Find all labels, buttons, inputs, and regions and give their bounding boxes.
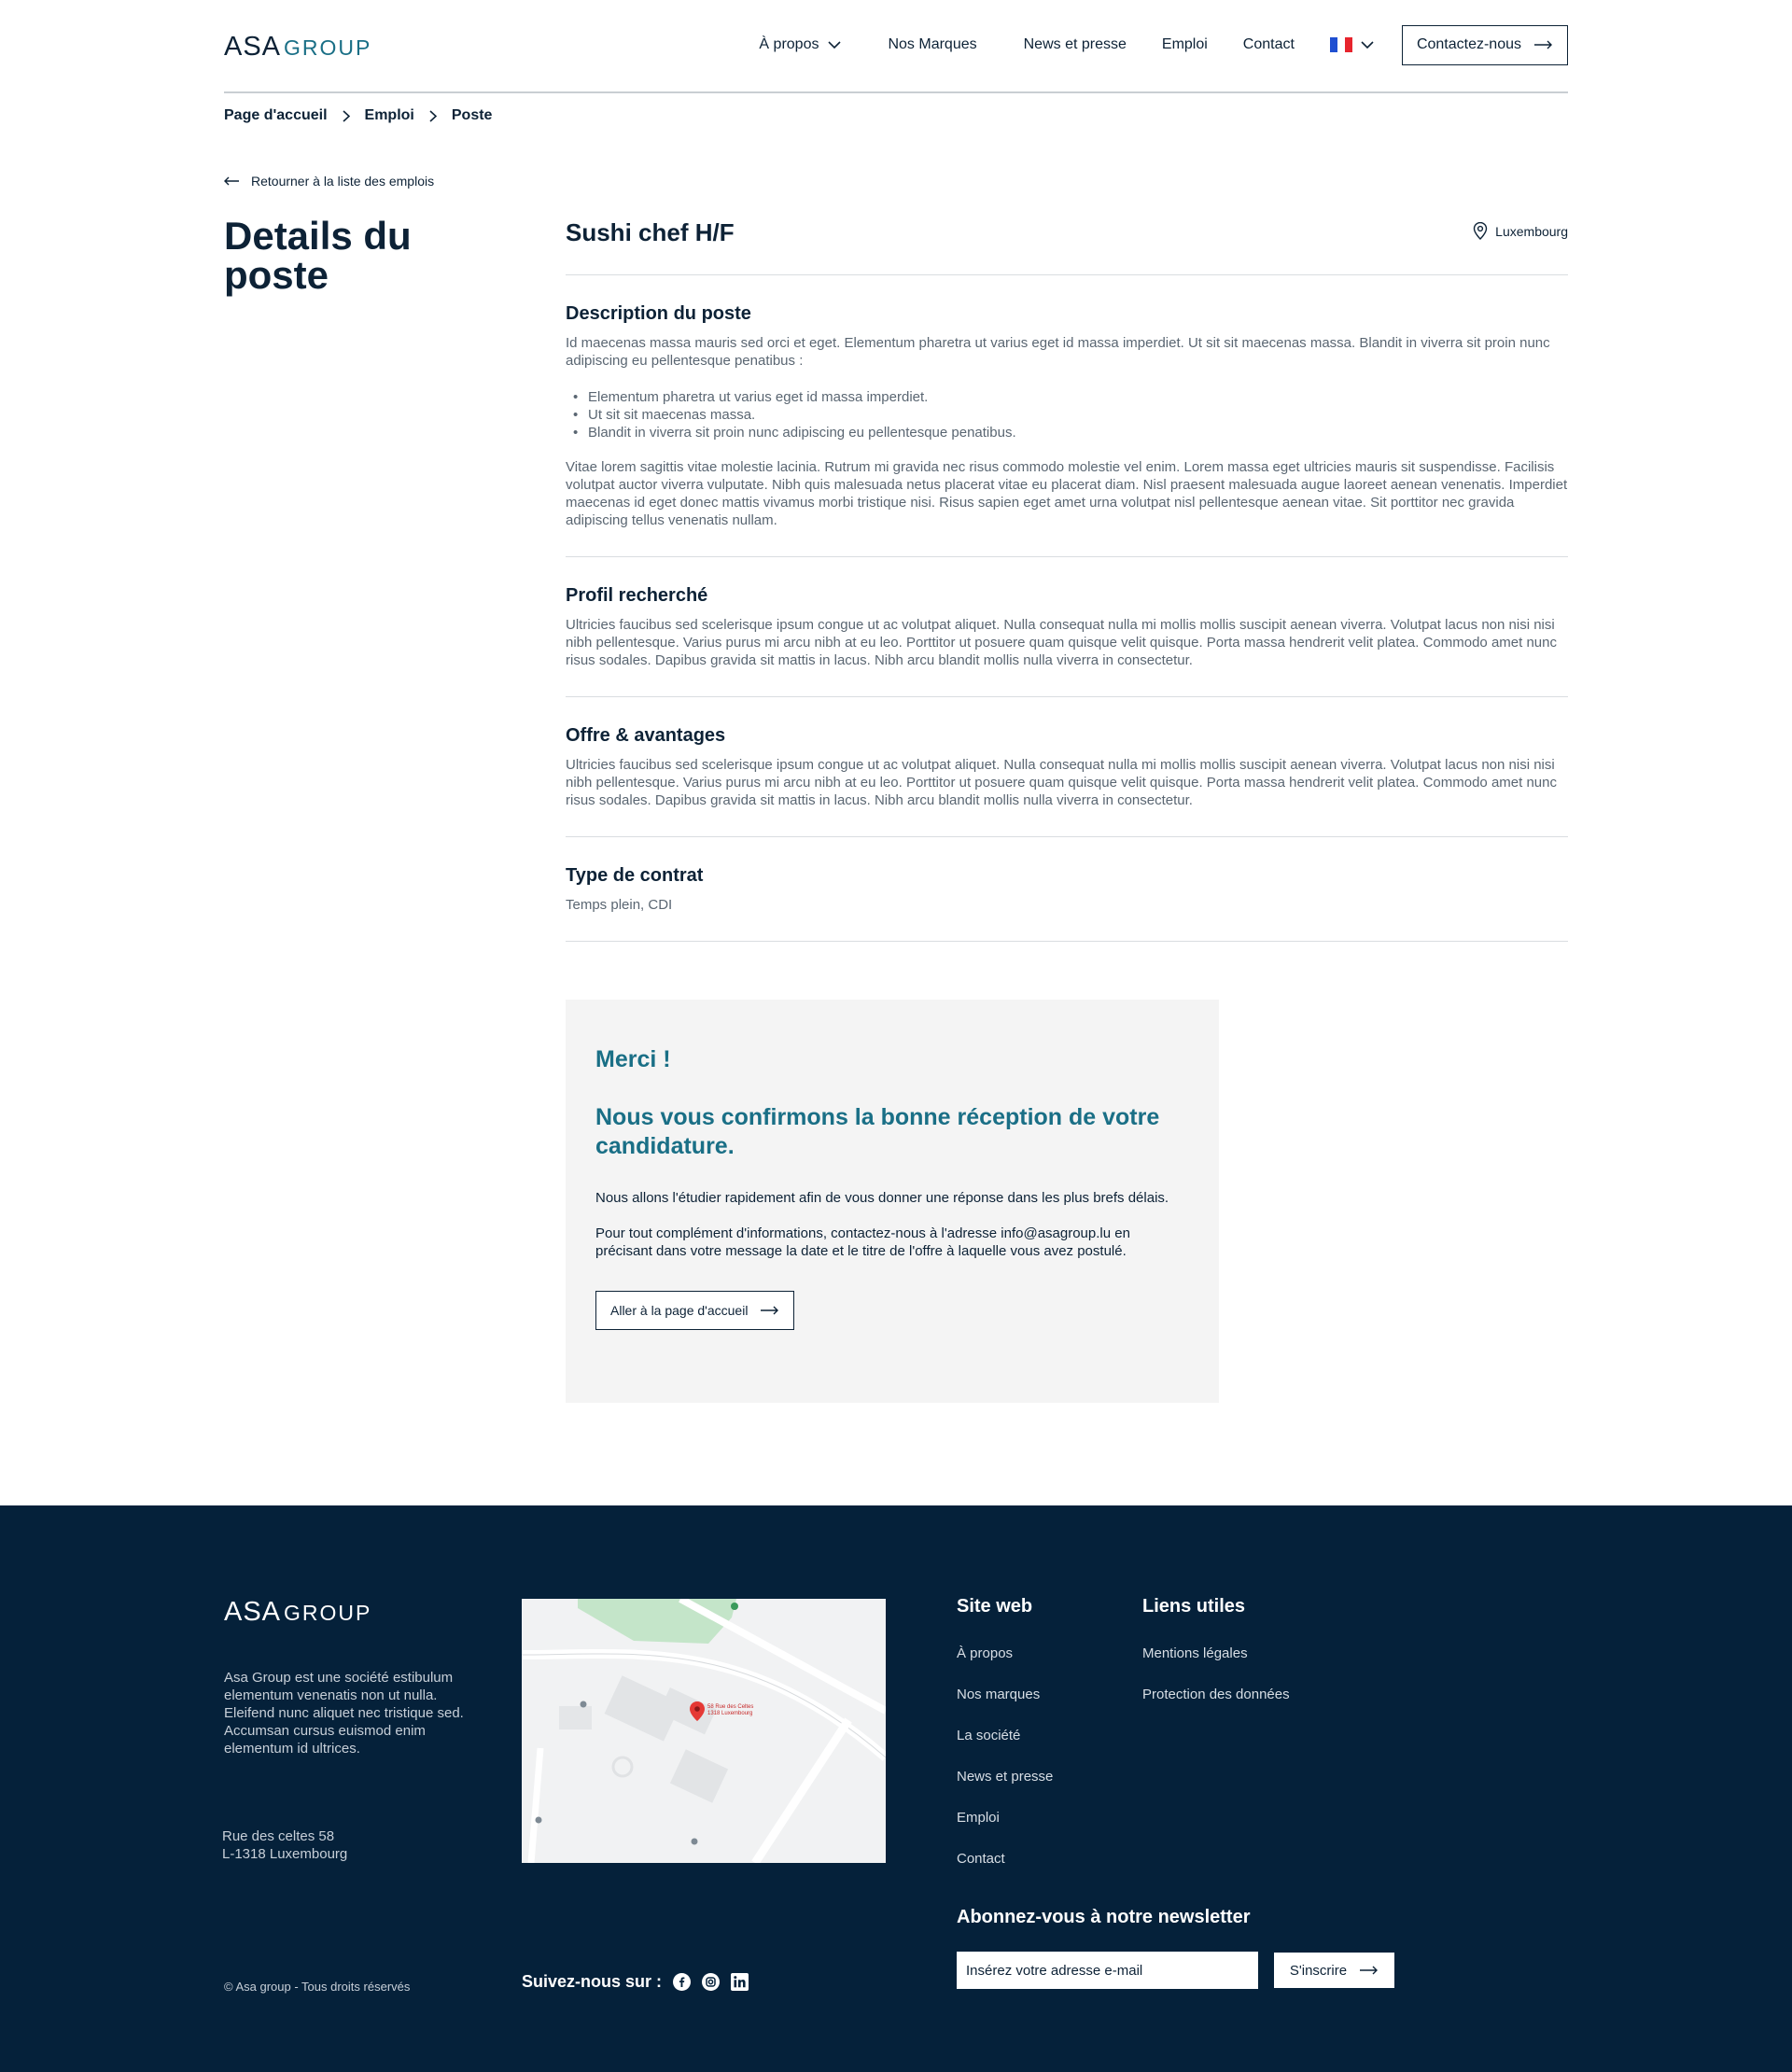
offer-text: Ultricies faucibus sed scelerisque ipsum congue ut ac volutpat aliquet. Nulla consequat nulla mi mollis mollis suscipit aenean viverra. Volutpat lacus non nisi nisi nibh pellentesque. Varius purus mi arcu nibh at eu leo. Porttitor ut posuere quam quisque velit quisque. Porta massa hendrerit velit platea. Commodo amet nunc risus sodales. Dapibus gravida sit mattis in lacus. Nibh arcu blandit mollis nulla viverra in consectetur. xyxy=(566,757,1557,808)
breadcrumb xyxy=(224,107,492,124)
job-header xyxy=(566,213,1568,275)
location-pin-icon xyxy=(1473,222,1488,240)
footer-site-title: Site web xyxy=(957,1596,1033,1617)
nav-nos-marques[interactable] xyxy=(888,36,976,53)
go-home-button[interactable] xyxy=(595,1291,794,1330)
logo-main: ASA xyxy=(224,32,282,62)
section-description xyxy=(566,275,1568,557)
address-line: L-1318 Luxembourg xyxy=(222,1846,348,1862)
job-location xyxy=(1473,222,1568,240)
follow-label: Suivez-nous sur : xyxy=(522,1972,663,1991)
footer-link-news-presse[interactable]: News et presse xyxy=(957,1769,1054,1785)
section-heading: Description du poste xyxy=(566,303,751,324)
contract-text: Temps plein, CDI xyxy=(566,897,673,913)
section-heading: Type de contrat xyxy=(566,865,704,886)
footer-address xyxy=(222,1827,347,1863)
nav-emploi[interactable] xyxy=(1162,36,1208,53)
chevron-down-icon xyxy=(1361,41,1374,49)
nav-news-presse[interactable] xyxy=(1024,36,1127,53)
confirmation-title: Merci ! xyxy=(595,1046,671,1072)
section-heading: Profil recherché xyxy=(566,585,708,606)
footer-link-nos-marques[interactable]: Nos marques xyxy=(957,1687,1041,1702)
list-item: • Ut sit sit maecenas massa. xyxy=(566,406,1568,424)
chevron-down-icon xyxy=(828,41,841,49)
confirmation-headline: Nous vous confirmons la bonne réception de votre candidature. xyxy=(595,1104,1160,1159)
nav-label: Contact xyxy=(1242,36,1295,52)
nav-contact[interactable] xyxy=(1243,36,1295,53)
arrow-left-icon xyxy=(224,176,239,186)
breadcrumb-emploi[interactable]: Emploi xyxy=(364,107,414,123)
profile-text: Ultricies faucibus sed scelerisque ipsum congue ut ac volutpat aliquet. Nulla consequat nulla mi mollis mollis suscipit aenean viverra. Volutpat lacus non nisi nisi nibh pellentesque. Varius purus mi arcu nibh at eu leo. Porttitor ut posuere quam quisque velit quisque. Porta massa hendrerit velit platea. Commodo amet nunc risus sodales. Dapibus gravida sit mattis in lacus. Nibh arcu blandit mollis nulla viverra in consectetur. xyxy=(566,617,1557,668)
newsletter-email-input[interactable] xyxy=(957,1952,1258,1989)
copyright: © Asa group - Tous droits réservés xyxy=(224,1980,411,1994)
location-map[interactable] xyxy=(522,1599,886,1863)
button-label: Contactez-nous xyxy=(1416,36,1521,52)
map-graphic xyxy=(522,1599,886,1863)
french-flag-icon xyxy=(1330,37,1352,52)
footer-link-contact[interactable]: Contact xyxy=(957,1851,1005,1867)
logo-main: ASA xyxy=(224,1597,282,1627)
nav-label: Emploi xyxy=(1161,36,1208,52)
newsletter-title: Abonnez-vous à notre newsletter xyxy=(957,1907,1251,1927)
footer-link-protection-donnees[interactable]: Protection des données xyxy=(1142,1687,1290,1702)
footer-site-links xyxy=(957,1645,1053,1892)
section-profile xyxy=(566,557,1568,697)
breadcrumb-poste: Poste xyxy=(451,107,493,123)
job-title: Sushi chef H/F xyxy=(566,218,735,246)
breadcrumb-home[interactable]: Page d'accueil xyxy=(224,107,328,123)
application-confirmation xyxy=(566,1000,1219,1403)
footer-link-a-propos[interactable]: À propos xyxy=(957,1645,1014,1661)
address-line: Rue des celtes 58 xyxy=(222,1828,335,1844)
description-intro: Id maecenas massa mauris sed orci et eget. Elementum pharetra ut varius eget id massa imperdiet. Ut sit sit maecenas massa. Blandit in viverra sit proin nunc adipiscing eu pellentesque penatibus : xyxy=(566,335,1550,369)
asa-group-logo[interactable] xyxy=(224,32,371,63)
nav-label: Nos Marques xyxy=(888,36,977,52)
site-header xyxy=(224,0,1568,93)
chevron-right-icon xyxy=(343,110,350,122)
back-link-label: Retourner à la liste des emplois xyxy=(251,174,435,189)
map-pin-label: 58 Rue des Celtes xyxy=(707,1704,754,1710)
back-to-jobs-link[interactable] xyxy=(224,174,434,189)
nav-a-propos[interactable] xyxy=(759,36,841,53)
description-bullets xyxy=(566,388,1568,441)
footer-logo[interactable] xyxy=(224,1597,371,1628)
section-heading: Offre & avantages xyxy=(566,725,726,746)
facebook-icon[interactable] xyxy=(673,1973,691,1991)
list-item: • Elementum pharetra ut varius eget id massa imperdiet. xyxy=(566,388,1568,406)
arrow-right-icon xyxy=(1534,40,1553,49)
button-label: Aller à la page d'accueil xyxy=(610,1303,749,1318)
social-follow xyxy=(522,1972,749,1992)
logo-sub: GROUP xyxy=(284,1601,372,1625)
language-selector[interactable] xyxy=(1330,37,1374,52)
nav-label: News et presse xyxy=(1023,36,1127,52)
site-footer xyxy=(0,1505,1792,2072)
button-label: S'inscrire xyxy=(1289,1962,1348,1979)
arrow-right-icon xyxy=(761,1306,779,1315)
logo-sub: GROUP xyxy=(284,35,372,60)
instagram-icon[interactable] xyxy=(702,1973,720,1991)
footer-about: Asa Group est une société estibulum elementum venenatis non ut nulla. Eleifend nunc aliquet nec tristique sed. Accumsan cursus euismod enim elementum id ultrices. xyxy=(224,1670,464,1757)
footer-useful-links xyxy=(1142,1645,1290,1728)
job-details xyxy=(566,213,1568,942)
section-contract xyxy=(566,837,1568,942)
page-title: Details du poste xyxy=(224,214,412,297)
linkedin-icon[interactable] xyxy=(731,1973,749,1991)
arrow-right-icon xyxy=(1360,1966,1379,1975)
nav-label: À propos xyxy=(759,36,819,52)
footer-useful-title: Liens utiles xyxy=(1142,1596,1246,1617)
footer-link-emploi[interactable]: Emploi xyxy=(957,1810,1000,1826)
subscribe-button[interactable] xyxy=(1274,1953,1394,1988)
list-item: • Blandit in viverra sit proin nunc adipiscing eu pellentesque penatibus. xyxy=(566,424,1568,441)
confirmation-text-1: Nous allons l'étudier rapidement afin de vous donner une réponse dans les plus brefs délais. xyxy=(595,1190,1169,1206)
footer-link-mentions-legales[interactable]: Mentions légales xyxy=(1142,1645,1248,1661)
section-offer xyxy=(566,697,1568,837)
description-outro: Vitae lorem sagittis vitae molestie lacinia. Rutrum mi gravida nec risus commodo molestie vel enim. Lorem massa eget ultricies mauris sit suspendisse. Facilisis volutpat auctor viverra vulputate. Nibh quis malesuada netus placerat vitae eu placerat diam. Nisl praesent malesuada augue laoreet aenean venenatis. Imperdiet maecenas id eget donec mattis vivamus morbi tristique nisi. Risus sapien eget amet urna volutpat nisl pellentesque aenean vitae. Sit porttitor nec gravida adipiscing tellus venenatis nullam. xyxy=(566,459,1568,528)
map-pin-label: 1318 Luxembourg xyxy=(707,1711,753,1716)
confirmation-text-2: Pour tout complément d'informations, contactez-nous à l'adresse info@asagroup.lu en précisant dans votre message la date et le titre de l'offre à laquelle vous avez postulé. xyxy=(595,1225,1130,1259)
main-nav xyxy=(759,24,1568,65)
chevron-right-icon xyxy=(429,110,437,122)
contact-us-button[interactable] xyxy=(1402,25,1568,65)
footer-link-la-societe[interactable]: La société xyxy=(957,1728,1021,1743)
location-label: Luxembourg xyxy=(1495,223,1568,239)
